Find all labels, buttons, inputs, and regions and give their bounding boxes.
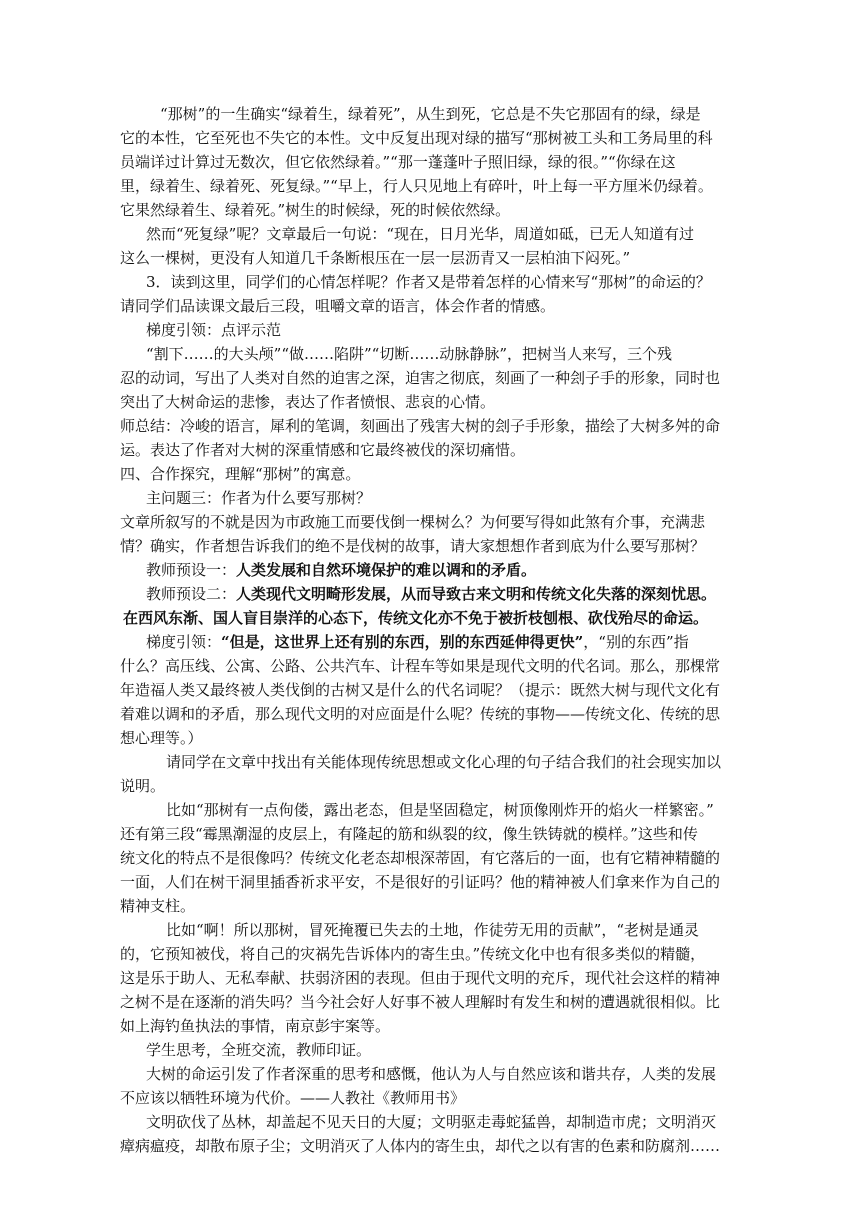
text-run: 精神支柱。 <box>120 897 196 915</box>
text-line <box>120 414 720 438</box>
text-run-tail: ，“别的东西”指 <box>583 633 689 651</box>
text-line <box>120 126 713 150</box>
text-line <box>120 870 720 894</box>
text-line <box>120 366 720 390</box>
bold-text-run: “但是，这世界上还有别的东西，别的东西延伸得更快” <box>221 633 584 651</box>
text-run: 年造福人类又最终被人类伐倒的古树又是什么的代名词呢？（提示：既然大树与现代文化有 <box>120 681 721 699</box>
text-line <box>146 270 711 294</box>
text-run: 如上海钓鱼执法的事情，南京彭宇案等。 <box>120 1017 391 1035</box>
text-run: 员端详过计算过无数次，但它依然绿着。”“那一蓬蓬叶子照旧绿，绿的很。”“你绿在这 <box>120 153 676 171</box>
text-run: 什么？高压线、公寓、公路、公共汽车、计程车等如果是现代文明的代名词。那么，那棵常 <box>120 657 721 675</box>
bold-text-run: 在西风东渐、国人盲目崇洋的心态下，传统文化亦不免于被折枝刨根、砍伐殆尽的命运。 <box>123 609 709 627</box>
text-run: 教师预设二： <box>146 585 237 603</box>
text-line <box>146 1062 716 1086</box>
text-line <box>146 486 371 510</box>
text-line <box>120 990 720 1014</box>
text-run: 它的本性，它至死也不失它的本性。文中反复出现对绿的描写“那树被工头和工务局里的科 <box>120 129 713 147</box>
text-run: 这么一棵树，更没有人知道几千条断根压在一层一层沥青又一层柏油下闷死。” <box>120 249 631 267</box>
text-line <box>120 774 165 798</box>
text-line <box>120 534 705 558</box>
text-line <box>146 222 694 246</box>
text-run: 运。表达了作者对大树的深重情感和它最终被伐的深切痛惜。 <box>120 441 526 459</box>
text-line <box>166 798 714 822</box>
text-line <box>120 462 360 486</box>
text-line <box>120 1134 720 1158</box>
text-run: 文章所叙写的不就是因为市政施工而要伐倒一棵树么？为何要写得如此煞有介事，充满悲 <box>120 513 706 531</box>
text-line <box>120 654 720 678</box>
text-run: 比如“那树有一点佝偻，露出老态，但是坚固稳定，树顶像刚炸开的焰火一样繁密。” <box>166 801 714 819</box>
text-line <box>146 582 716 606</box>
text-run: 师总结：冷峻的语言，犀利的笔调，刻画出了残害大树的刽子手形象，描绘了大树多舛的命 <box>120 417 721 435</box>
text-run: “那树”的一生确实“绿着生，绿着死”，从生到死，它总是不失它那固有的绿，绿是 <box>160 105 701 123</box>
text-run: 瘴病瘟疫，却散布原子尘；文明消灭了人体内的寄生虫，却代之以有害的色素和防腐剂…… <box>120 1137 721 1155</box>
text-run: 请同学在文章中找出有关能体现传统思想或文化心理的句子结合我们的社会现实加以 <box>166 753 722 771</box>
text-run: 主问题三：作者为什么要写那树？ <box>146 489 372 507</box>
text-line <box>160 102 701 126</box>
text-line <box>146 1110 716 1134</box>
text-line <box>120 894 195 918</box>
text-run: 之树不是在逐渐的消失吗？当今社会好人好事不被人理解时有发生和树的遭遇就很相似。比 <box>120 993 721 1011</box>
text-run: 文明砍伐了丛林，却盖起不见天日的大厦；文明驱走毒蛇猛兽，却制造市虎；文明消灭 <box>146 1113 717 1131</box>
text-run: 大树的命运引发了作者深重的思考和感慨，他认为人与自然应该和谐共存，人类的发展 <box>146 1065 717 1083</box>
text-run: 然而“死复绿”呢？文章最后一句说：“现在，日月光华，周道如砥，已无人知道有过 <box>146 225 695 243</box>
text-line <box>120 198 510 222</box>
text-run: 统文化的特点不是很像吗？传统文化老态却根深蒂固，有它落后的一面，也有它精神精髓的 <box>120 849 721 867</box>
text-run: 还有第三段“霉黑潮湿的皮层上，有隆起的筋和纵裂的纹，像生铁铸就的模样。”这些和传 <box>120 825 698 843</box>
text-line <box>146 630 689 654</box>
text-run: “割下……的大头颅”“做……陷阱”“切断……动脉静脉”，把树当人来写，三个残 <box>146 345 673 363</box>
text-run: 学生思考，全班交流，教师印证。 <box>146 1041 372 1059</box>
text-line <box>166 918 699 942</box>
text-line <box>120 942 705 966</box>
text-run: 四、合作探究，理解“那树”的寓意。 <box>120 465 361 483</box>
text-run: 情？确实，作者想告诉我们的绝不是伐树的故事，请大家想想作者到底为什么要写那树？ <box>120 537 706 555</box>
text-run: 教师预设一： <box>146 561 237 579</box>
text-run: 一面，人们在树干洞里插香祈求平安，不是很好的引证吗？他的精神被人们拿来作为自己的 <box>120 873 721 891</box>
text-run: 的，它预知被伐，将自己的灾祸先告诉体内的寄生虫。”传统文化中也有很多类似的精髓， <box>120 945 706 963</box>
text-run: 忍的动词，写出了人类对自然的迫害之深，迫害之彻底，刻画了一种刽子手的形象，同时也 <box>120 369 721 387</box>
text-line <box>166 750 721 774</box>
text-run: 说明。 <box>120 777 166 795</box>
text-line <box>120 822 698 846</box>
text-line <box>120 1014 390 1038</box>
text-run: 请同学们品读课文最后三段，咀嚼文章的语言，体会作者的情感。 <box>120 297 556 315</box>
text-line <box>146 1038 371 1062</box>
text-line <box>120 150 676 174</box>
text-line <box>120 966 720 990</box>
text-line <box>120 726 203 750</box>
text-line <box>120 702 720 726</box>
text-line <box>120 438 525 462</box>
text-run: 3．读到这里，同学们的心情怎样呢？作者又是带着怎样的心情来写“那树”的命运的？ <box>146 273 711 291</box>
text-run: 它果然绿着生、绿着死。”树生的时候绿，死的时候依然绿。 <box>120 201 511 219</box>
text-run: 这是乐于助人、无私奉献、扶弱济困的表现。但由于现代文明的充斥，现代社会这样的精神 <box>120 969 721 987</box>
text-run: 着难以调和的矛盾，那么现代文明的对应面是什么呢？传统的事物——传统文化、传统的思 <box>120 705 721 723</box>
bold-text-run: 人类现代文明畸形发展，从而导致古来文明和传统文化失落的深刻忧思。 <box>236 585 717 603</box>
text-run: 突出了大树命运的悲惨，表达了作者愤恨、悲哀的心情。 <box>120 393 496 411</box>
text-run: 想心理等。） <box>120 729 203 747</box>
text-run: 梯度引领：点评示范 <box>146 321 282 339</box>
text-run: 里，绿着生、绿着死、死复绿。”“早上，行人只见地上有碎叶，叶上每一平方厘米仍绿着。 <box>120 177 713 195</box>
text-line <box>146 558 536 582</box>
text-line <box>123 606 708 630</box>
bold-text-run: 人类发展和自然环境保护的难以调和的矛盾。 <box>236 561 537 579</box>
text-line <box>120 678 720 702</box>
text-run: 梯度引领： <box>146 633 222 651</box>
text-line <box>120 294 555 318</box>
text-line <box>120 246 630 270</box>
text-line <box>120 846 720 870</box>
text-line <box>120 510 705 534</box>
text-line <box>120 390 495 414</box>
text-line <box>146 318 281 342</box>
text-line <box>120 1086 465 1110</box>
text-line <box>146 342 672 366</box>
text-run: 比如“啊！所以那树，冒死掩覆已失去的土地，作徒劳无用的贡献”，“老树是通灵 <box>166 921 700 939</box>
text-run: 不应该以牺牲环境为代价。——人教社《教师用书》 <box>120 1089 466 1107</box>
text-line <box>120 174 713 198</box>
